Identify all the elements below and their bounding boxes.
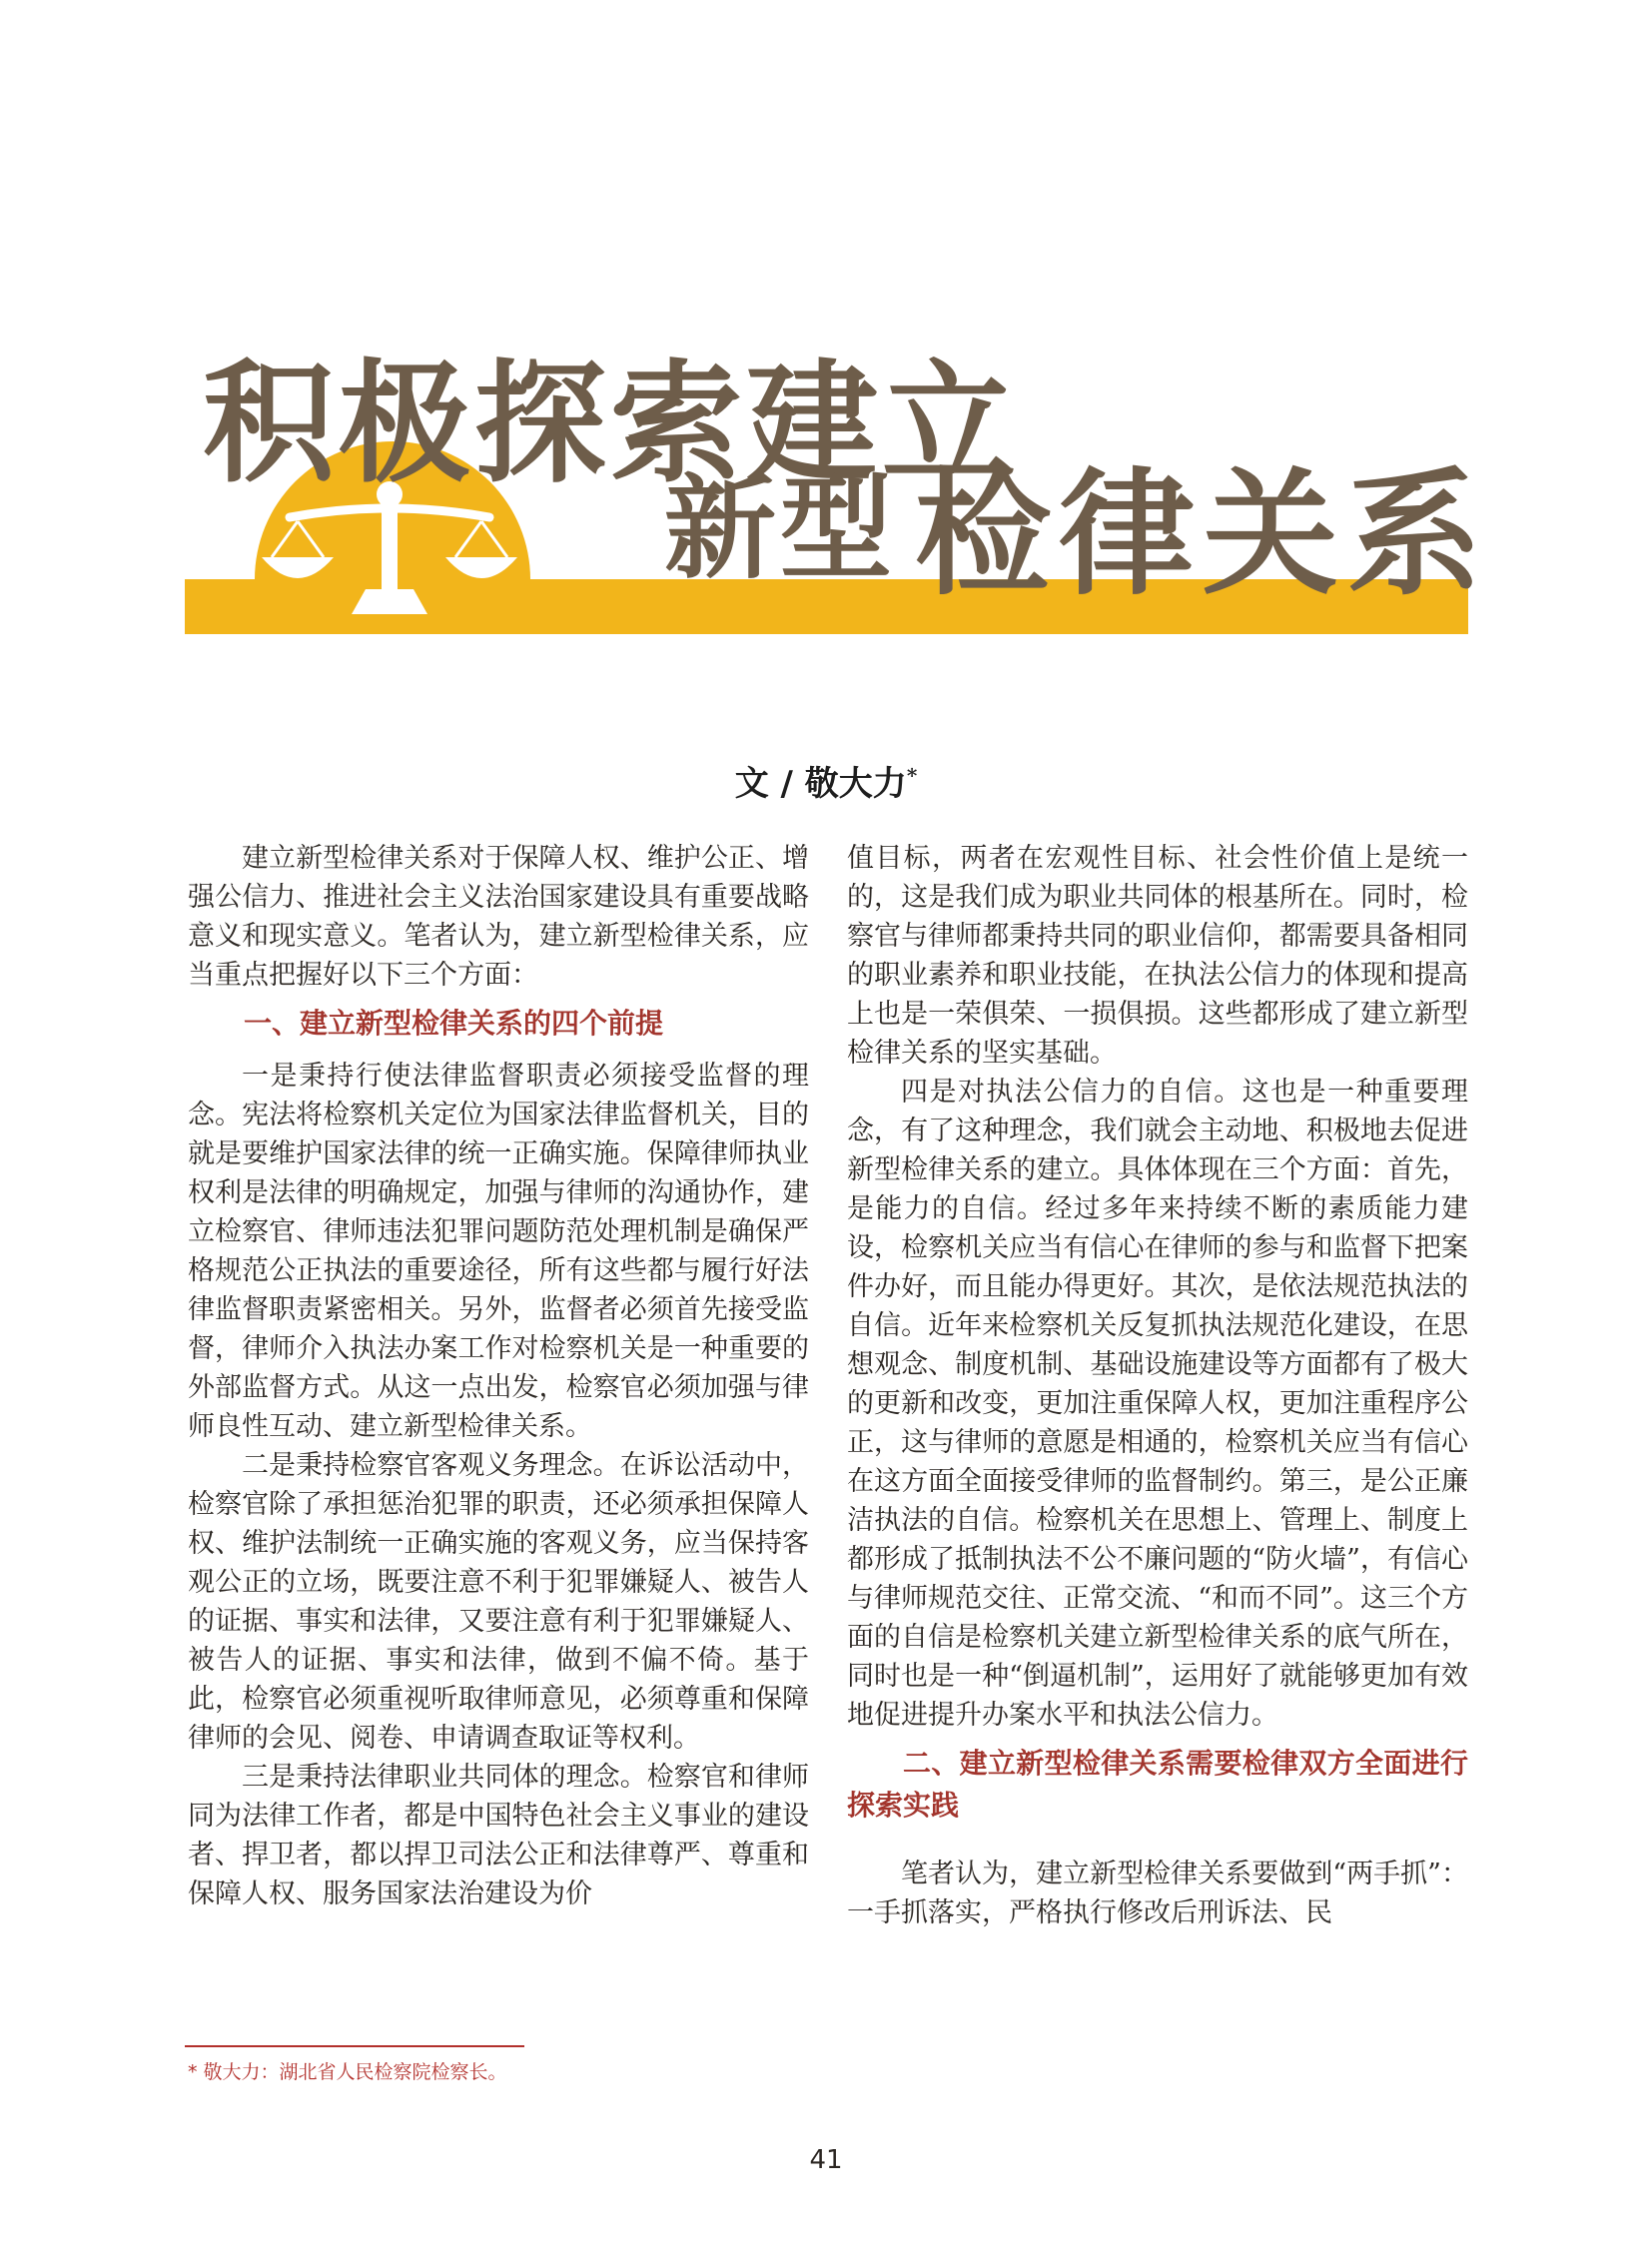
section-heading-1: 一、建立新型检律关系的四个前提 (244, 1007, 664, 1040)
byline (0, 756, 1652, 805)
intro-paragraph: 建立新型检律关系对于保障人权、维护公正、增强公信力、推进社会主义法治国家建设具有重要战略意义和现实意义。笔者认为，建立新型检律关系，应当重点把握好以下三个方面： (188, 843, 809, 991)
paragraph-3-continued: 值目标，两者在宏观性目标、社会性价值上是统一的，这是我们成为职业共同体的根基所在。同时，检察官与律师都秉持共同的职业信仰，都需要具备相同的职业素养和职业技能，在执法公信力的体现和提高上也是一荣俱荣、一损俱损。这些都形成了建立新型检律关系的坚实基础。 (847, 843, 1468, 1069)
author: 文 / 敬大力 (734, 764, 907, 804)
title-banner (0, 0, 1652, 699)
left-column (188, 839, 809, 1913)
paragraph-2: 二是秉持检察官客观义务理念。在诉讼活动中，检察官除了承担惩治犯罪的职责，还必须承担保障人权、维护法制统一正确实施的客观义务，应当保持客观公正的立场，既要注意不利于犯罪嫌疑人、被告人的证据、事实和法律，又要注意有利于犯罪嫌疑人、被告人的证据、事实和法律，做到不偏不倚。基于此，检察官必须重视听取律师意见，必须尊重和保障律师的会见、阅卷、申请调查取证等权利。 (188, 1450, 809, 1754)
footnote-divider (185, 2045, 524, 2047)
footnote: * 敬大力：湖北省人民检察院检察长。 (188, 2061, 507, 2083)
right-column (847, 839, 1468, 1932)
paragraph-3: 三是秉持法律职业共同体的理念。检察官和律师同为法律工作者，都是中国特色社会主义事业的建设者、捍卫者，都以捍卫司法公正和法律尊严、尊重和保障人权、服务国家法治建设为价 (188, 1762, 809, 1909)
title-line-1: 积极探索建立 (203, 348, 1018, 501)
title-line-2-large: 检律关系 (915, 456, 1490, 614)
paragraph-1: 一是秉持行使法律监督职责必须接受监督的理念。宪法将检察机关定位为国家法律监督机关，目的就是要维护国家法律的统一正确实施。保障律师执业权利是法律的明确规定，加强与律师的沟通协作，建立检察官、律师违法犯罪问题防范处理机制是确保严格规范公正执法的重要途径，所有这些都与履行好法律监督职责紧密相关。另外，监督者必须首先接受监督，律师介入执法办案工作对检察机关是一种重要的外部监督方式。从这一点出发，检察官必须加强与律师良性互动、建立新型检律关系。 (188, 1061, 809, 1442)
author-footnote-marker: * (906, 763, 918, 788)
title-line-2-small: 新型 (664, 464, 896, 594)
paragraph-5: 笔者认为，建立新型检律关系要做到“两手抓”：一手抓落实，严格执行修改后刑诉法、民 (847, 1859, 1468, 1928)
section-heading-2: 二、建立新型检律关系需要检律双方全面进行探索实践 (847, 1747, 1468, 1822)
paragraph-4: 四是对执法公信力的自信。这也是一种重要理念，有了这种理念，我们就会主动地、积极地去促进新型检律关系的建立。具体体现在三个方面：首先，是能力的自信。经过多年来持续不断的素质能力建设，检察机关应当有信心在律师的参与和监督下把案件办好，而且能办得更好。其次，是依法规范执法的自信。近年来检察机关反复抓执法规范化建设，在思想观念、制度机制、基础设施建设等方面都有了极大的更新和改变，更加注重保障人权，更加注重程序公正，这与律师的意愿是相通的，检察机关应当有信心在这方面全面接受律师的监督制约。第三，是公正廉洁执法的自信。检察机关在思想上、管理上、制度上都形成了抵制执法不公不廉问题的“防火墙”，有信心与律师规范交往、正常交流、“和而不同”。这三个方面的自信是检察机关建立新型检律关系的底气所在，同时也是一种“倒逼机制”，运用好了就能够更加有效地促进提升办案水平和执法公信力。 (847, 1077, 1468, 1731)
page-number: 41 (809, 2145, 843, 2175)
